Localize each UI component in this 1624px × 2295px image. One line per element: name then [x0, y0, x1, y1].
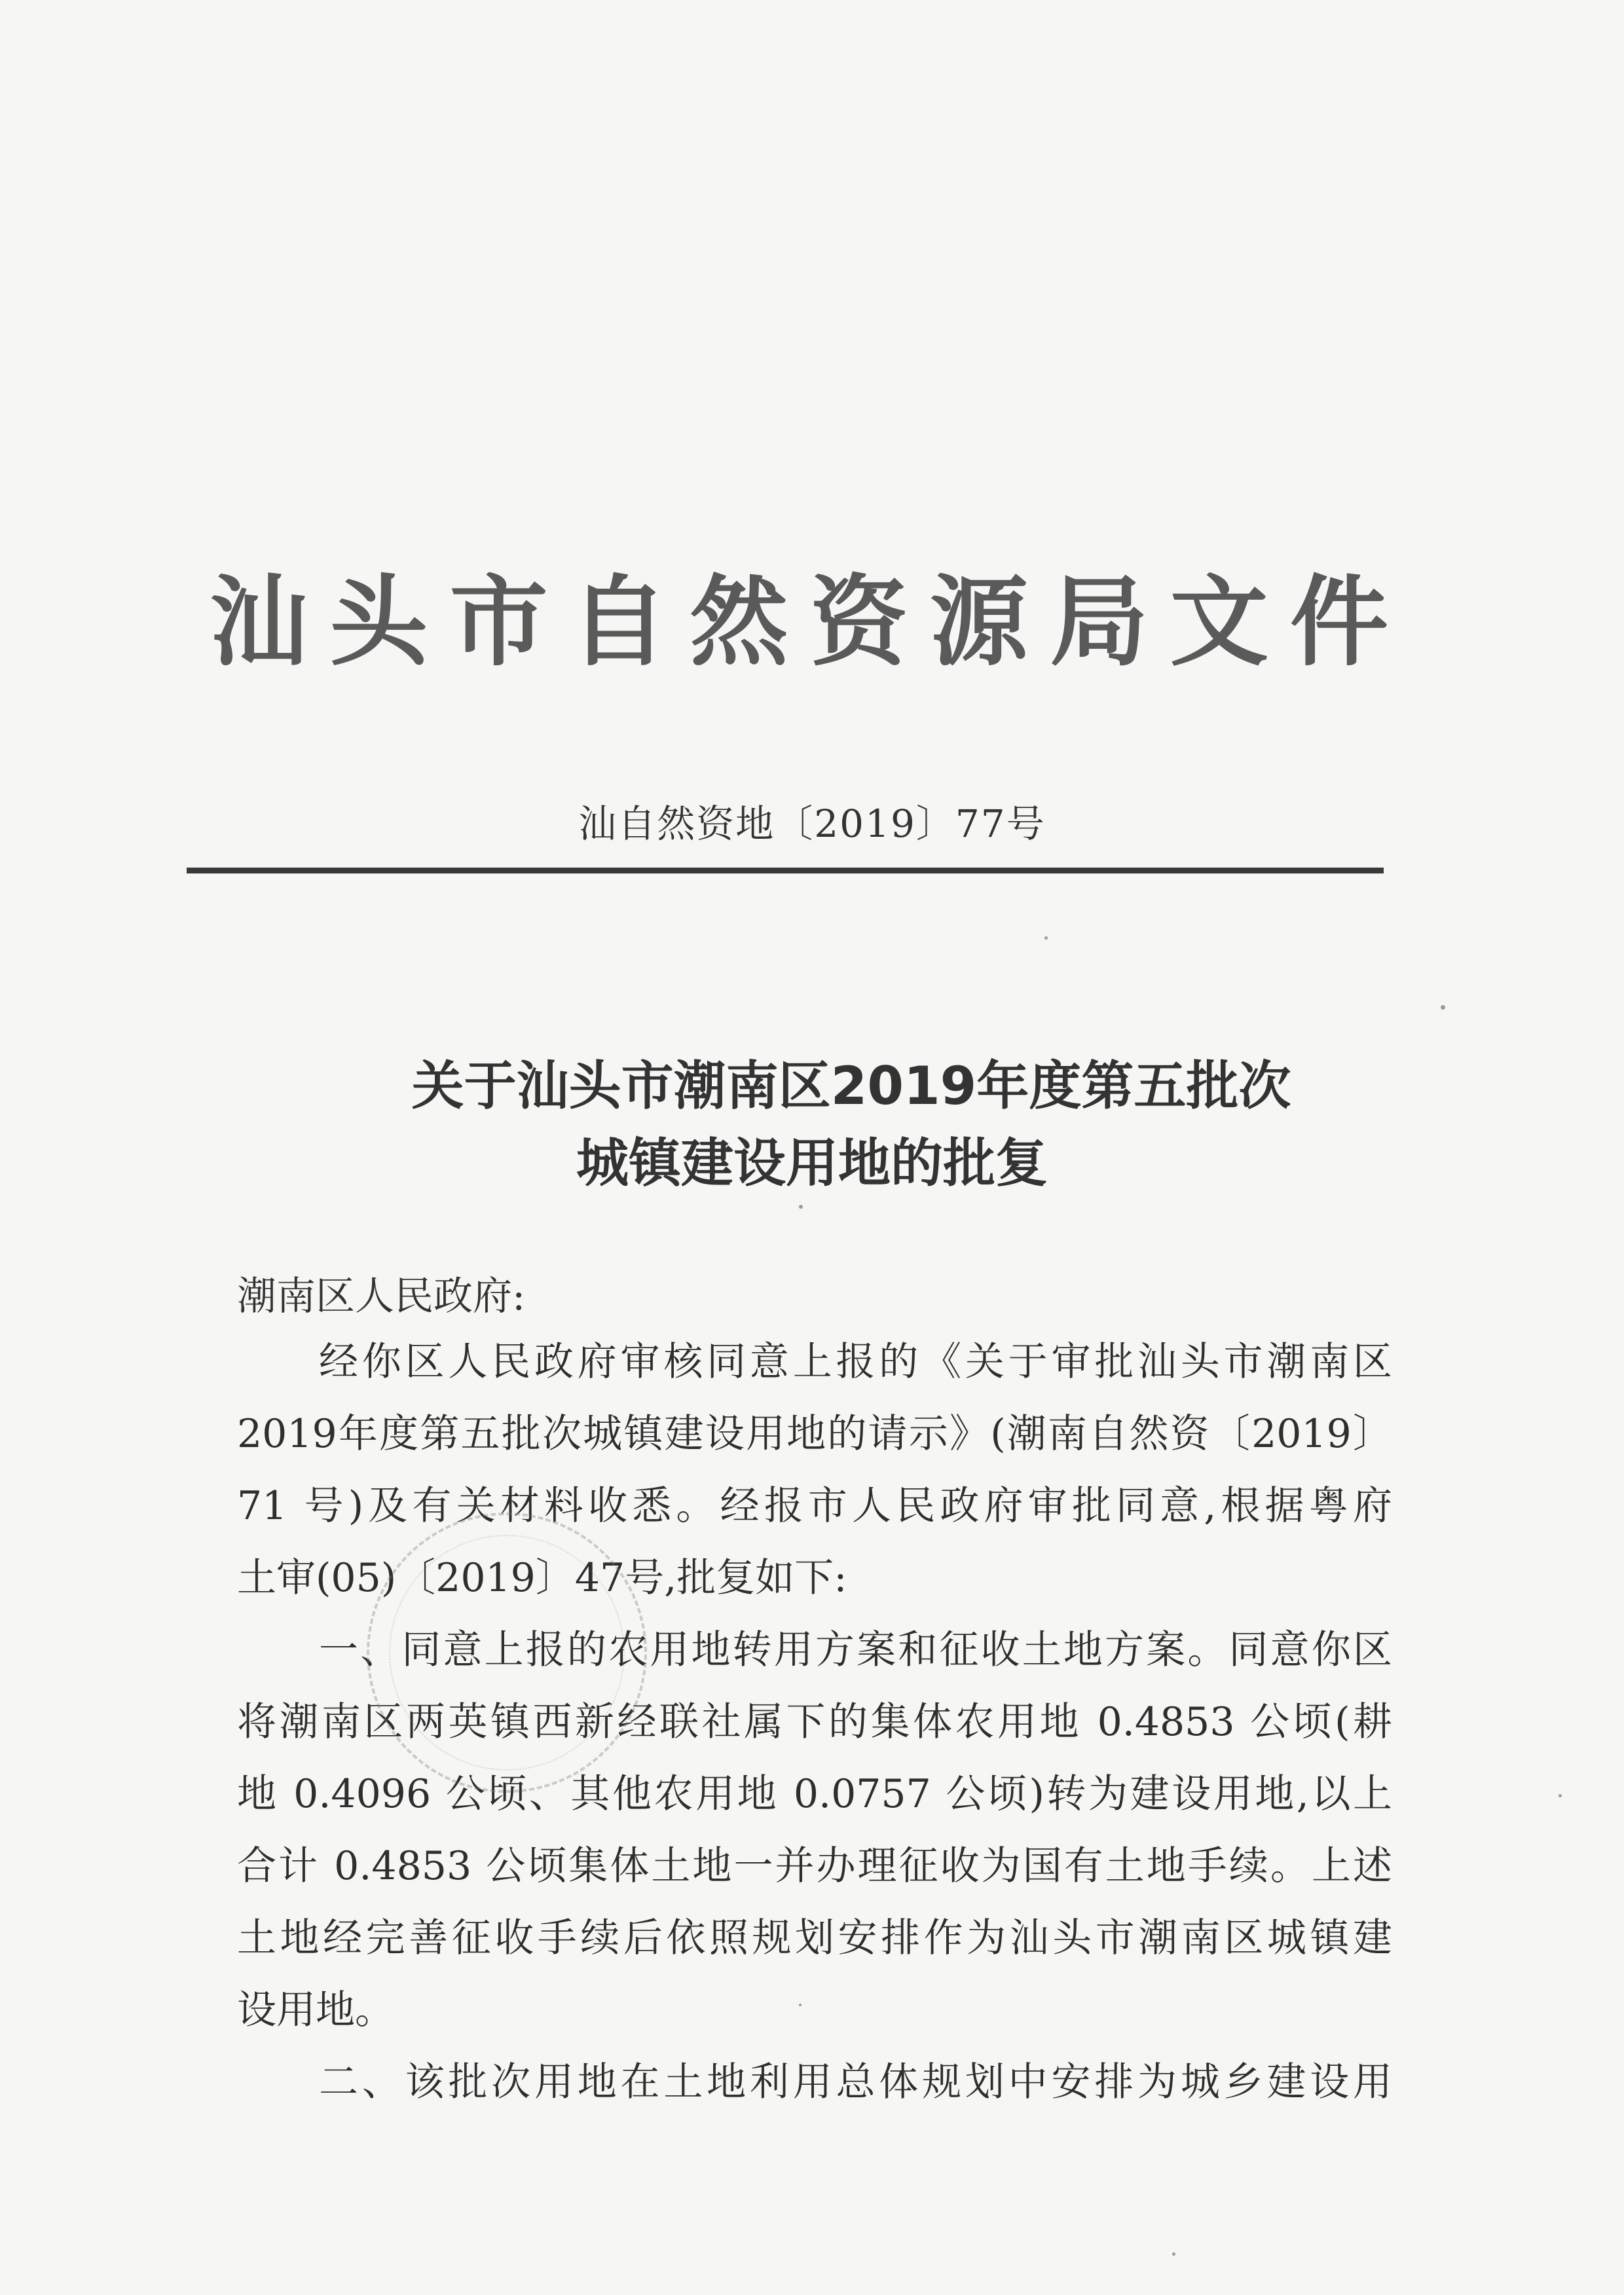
body-line: 经你区人民政府审核同意上报的《关于审批汕头市潮南区 — [319, 1339, 1392, 1385]
header-divider — [187, 868, 1384, 873]
scan-speck — [799, 1205, 803, 1209]
scan-speck — [1044, 936, 1048, 940]
scan-speck — [1441, 1005, 1445, 1010]
body-line: 71 号)及有关材料收悉。经报市人民政府审批同意,根据粤府 — [237, 1483, 1392, 1529]
subject-line-1: 关于汕头市潮南区2019年度第五批次 — [411, 1056, 1291, 1116]
issuer-header: 汕头市自然资源局文件 — [210, 564, 1388, 680]
body-line: 将潮南区两英镇西新经联社属下的集体农用地 0.4853 公顷(耕 — [237, 1699, 1392, 1745]
body-line: 土地经完善征收手续后依照规划安排作为汕头市潮南区城镇建 — [237, 1915, 1392, 1961]
salutation: 潮南区人民政府: — [237, 1274, 526, 1319]
body-line: 2019年度第五批次城镇建设用地的请示》(潮南自然资〔2019〕 — [237, 1411, 1392, 1457]
scan-speck — [1559, 1794, 1562, 1797]
body-line: 二、该批次用地在土地利用总体规划中安排为城乡建设用 — [319, 2059, 1392, 2105]
body-line: 合计 0.4853 公顷集体土地一并办理征收为国有土地手续。上述 — [237, 1843, 1392, 1889]
body-line: 一、同意上报的农用地转用方案和征收土地方案。同意你区 — [319, 1627, 1392, 1673]
scan-speck — [799, 2004, 802, 2006]
subject-line-2: 城镇建设用地的批复 — [576, 1133, 1048, 1194]
body-line: 地 0.4096 公顷、其他农用地 0.0757 公顷)转为建设用地,以上 — [237, 1771, 1392, 1817]
scan-speck — [1172, 2252, 1175, 2256]
body-line: 土审(05)〔2019〕47号,批复如下: — [237, 1555, 847, 1601]
body-text — [237, 1326, 1392, 2118]
document-subject — [0, 1048, 1624, 1202]
body-line: 设用地。 — [237, 1987, 394, 2033]
document-number: 汕自然资地〔2019〕77号 — [578, 801, 1046, 846]
